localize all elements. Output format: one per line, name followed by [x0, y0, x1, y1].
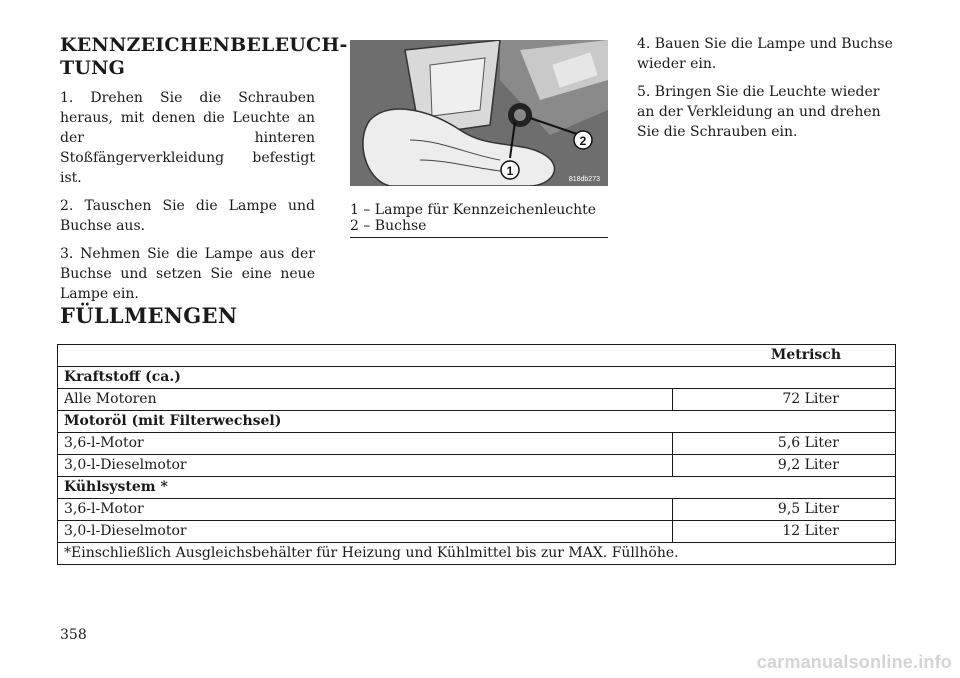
- step-3-text: 3. Nehmen Sie die Lampe aus der Buchse und setzen Sie eine neue Lampe ein.: [60, 246, 315, 302]
- table-row: [58, 367, 896, 389]
- table-row: [58, 433, 896, 455]
- table-footnote: *Einschließlich Ausgleichsbehälter für Heizung und Kühlmittel bis zur MAX. Füllhöhe.: [58, 543, 896, 565]
- fuel-all-engines-label: Alle Motoren: [58, 389, 673, 411]
- step-1-text: 1. Drehen Sie die Schrauben heraus, mit denen die Leuchte an der hinteren Stoßfängerverkleidung befestigt ist.: [60, 90, 315, 186]
- oil-36-label: 3,6-l-Motor: [58, 433, 673, 455]
- table-row: [58, 543, 896, 565]
- figure-code: 818db273: [568, 176, 600, 183]
- cooling-group-label: Kühlsystem *: [58, 477, 896, 499]
- callout-1-label: 1: [506, 164, 514, 178]
- cooling-36-label: 3,6-l-Motor: [58, 499, 673, 521]
- oil-30-value: 9,2 Liter: [673, 455, 896, 477]
- page-number: 358: [60, 627, 87, 643]
- license-lamp-illustration: [350, 40, 608, 186]
- left-column: [60, 34, 348, 312]
- right-column: [637, 34, 899, 150]
- illustration-svg: [350, 40, 608, 186]
- table-header-row: [58, 345, 896, 367]
- fuel-all-engines-value: 72 Liter: [673, 389, 896, 411]
- oil-group-label: Motoröl (mit Filterwechsel): [58, 411, 896, 433]
- table-row: [58, 499, 896, 521]
- oil-30-label: 3,0-l-Dieselmotor: [58, 455, 673, 477]
- step-4-text: 4. Bauen Sie die Lampe und Buchse wieder ein.: [637, 36, 893, 72]
- table-row: [58, 477, 896, 499]
- heading-line-1: KENNZEICHENBELEUCH-: [60, 34, 348, 56]
- table-row: [58, 389, 896, 411]
- cooling-30-label: 3,0-l-Dieselmotor: [58, 521, 673, 543]
- license-lamp-heading: [60, 34, 348, 80]
- step-5-text: 5. Bringen Sie die Leuchte wieder an der Verkleidung an und drehen Sie die Schrauben ein.: [637, 84, 881, 140]
- table-row: [58, 411, 896, 433]
- heading-line-2: TUNG: [60, 57, 126, 79]
- caption-line-2: 2 – Buchse: [350, 218, 427, 234]
- oil-36-value: 5,6 Liter: [673, 433, 896, 455]
- capacities-table: [57, 344, 896, 565]
- table-row: [58, 455, 896, 477]
- callout-2-label: 2: [579, 134, 587, 148]
- capacities-title: FÜLLMENGEN: [60, 303, 238, 328]
- table-row: [58, 521, 896, 543]
- step-2-text: 2. Tauschen Sie die Lampe und Buchse aus.: [60, 198, 315, 234]
- figure-caption: [350, 202, 608, 238]
- metric-header: Metrisch: [58, 345, 896, 367]
- caption-line-1: 1 – Lampe für Kennzeichenleuchte: [350, 202, 597, 218]
- watermark: carmanualsonline.info: [756, 652, 952, 672]
- cooling-36-value: 9,5 Liter: [673, 499, 896, 521]
- fuel-group-label: Kraftstoff (ca.): [58, 367, 896, 389]
- cooling-30-value: 12 Liter: [673, 521, 896, 543]
- figure-column: [350, 40, 608, 238]
